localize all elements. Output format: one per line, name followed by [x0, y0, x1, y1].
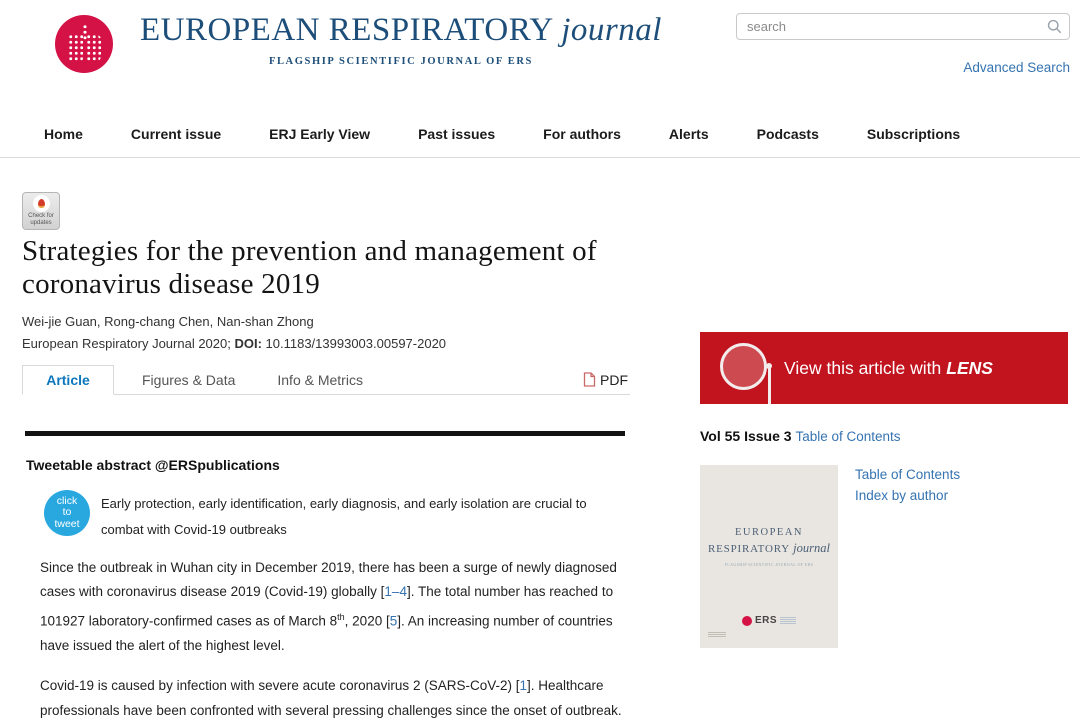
lens-text-accent: LENS	[946, 357, 993, 378]
view-with-lens-banner[interactable]	[700, 332, 1068, 404]
search-input[interactable]	[736, 13, 1070, 40]
cover-tagline: FLAGSHIP SCIENTIFIC JOURNAL OF ERS	[724, 562, 814, 567]
nav-item-past-issues[interactable]: Past issues	[418, 125, 496, 142]
article-tabs	[22, 365, 630, 395]
site-header	[0, 0, 1080, 110]
lens-monocle-icon	[720, 343, 767, 390]
journal-cover-thumbnail[interactable]	[700, 465, 838, 648]
pdf-file-icon	[583, 372, 596, 387]
check-updates-line2: updates	[30, 219, 52, 226]
check-updates-line1: Check for	[28, 213, 54, 219]
tweet-btn-line2: to	[62, 506, 72, 519]
p2-text-1: Covid-19 is caused by infection with severe acute coronavirus 2 (SARS-CoV-2) [	[40, 678, 520, 694]
issue-cover-row	[700, 465, 1068, 648]
p1-text-1: Since the outbreak in Wuhan city in December 2019, there has been a surge of newly diagnosed cases with coronavirus disease 2019 (Covid-19) globally [	[40, 560, 617, 600]
main-nav	[0, 110, 1080, 158]
journal-title	[140, 12, 662, 49]
article-title: Strategies for the prevention and management of coronavirus disease 2019	[22, 235, 597, 300]
p1-text-3: , 2020 [	[344, 613, 390, 629]
nav-item-erj-early-view[interactable]: ERJ Early View	[269, 125, 371, 142]
doi-label: DOI:	[234, 336, 262, 351]
click-to-tweet-button[interactable]	[44, 490, 90, 536]
nav-item-alerts[interactable]: Alerts	[668, 125, 709, 142]
cover-title-line2	[700, 541, 838, 556]
paragraph-2	[40, 674, 625, 723]
reference-link-5[interactable]: 5	[389, 613, 398, 629]
journal-masthead	[140, 12, 662, 67]
tweet-btn-line3: tweet	[54, 517, 80, 530]
cover-corner-text	[708, 632, 726, 638]
nav-item-subscriptions[interactable]: Subscriptions	[866, 125, 961, 142]
cover-masthead	[700, 527, 838, 567]
cover-ers-label: ERS	[754, 615, 778, 626]
article-citation	[22, 336, 630, 351]
cover-ers-dot-icon	[742, 616, 752, 626]
ers-lungs-logo-icon[interactable]	[55, 15, 113, 73]
sidebar-link-index-by-author[interactable]: Index by author	[855, 488, 949, 503]
nav-item-for-authors[interactable]: For authors	[543, 125, 621, 142]
check-updates-text	[28, 213, 54, 226]
p1-text-2: ]. The total number has reached to 101927 laboratory-confirmed cases as of March 8	[40, 584, 614, 629]
cover-title-line2-italic: journal	[793, 541, 830, 555]
issue-toc-link[interactable]: Table of Contents	[795, 429, 901, 444]
nav-item-home[interactable]: Home	[44, 125, 83, 142]
main-content	[0, 158, 1080, 723]
p1-superscript-th: th	[337, 611, 345, 622]
paragraph-1	[40, 556, 625, 658]
tweetable-abstract-row	[44, 490, 630, 543]
nav-item-current-issue[interactable]: Current issue	[130, 125, 222, 142]
logo-right-lung-dots	[86, 34, 101, 62]
cover-title-line1: EUROPEAN	[734, 527, 803, 538]
cover-title-line2-serif: RESPIRATORY	[708, 543, 790, 555]
sidebar	[700, 158, 1068, 723]
lens-text-main: View this article with	[784, 357, 942, 378]
nav-item-podcasts[interactable]: Podcasts	[756, 125, 819, 142]
journal-title-main: EUROPEAN RESPIRATORY	[140, 12, 553, 48]
section-divider-rule	[25, 431, 625, 436]
reference-link-1[interactable]: 1	[519, 678, 527, 694]
crossmark-icon	[33, 195, 50, 212]
journal-title-accent: journal	[561, 12, 662, 48]
journal-tagline: FLAGSHIP SCIENTIFIC JOURNAL OF ERS	[268, 56, 533, 67]
search-icon[interactable]	[1046, 18, 1063, 35]
issue-info-line	[700, 428, 1068, 444]
tab-article[interactable]: Article	[22, 365, 114, 395]
tweetable-abstract-heading: Tweetable abstract @ERSpublications	[26, 457, 280, 473]
issue-links	[855, 465, 960, 648]
lens-monocle-stem	[768, 366, 771, 404]
article-column	[22, 158, 630, 723]
logo-left-lung-dots	[68, 34, 83, 62]
tweet-btn-line1: click	[56, 494, 78, 507]
tab-figures-data[interactable]: Figures & Data	[142, 371, 236, 388]
pdf-link[interactable]	[583, 365, 628, 394]
doi-value: 10.1183/13993003.00597-2020	[261, 336, 447, 351]
check-for-updates-badge[interactable]	[22, 192, 60, 230]
pdf-label: PDF	[600, 371, 628, 388]
cover-ers-logo	[700, 615, 838, 626]
reference-link-1-4[interactable]: 1–4	[384, 584, 407, 600]
search-area	[736, 13, 1070, 40]
lens-banner-text	[784, 332, 993, 404]
volume-issue-label: Vol 55 Issue 3	[700, 428, 792, 444]
citation-journal-year: European Respiratory Journal 2020;	[22, 336, 235, 351]
cover-ers-side-text	[780, 617, 796, 625]
p2-text-2: ]. Healthcare professionals have been confronted with several pressing challenges since the onset of outbreak.	[40, 678, 622, 718]
sidebar-link-table-of-contents[interactable]: Table of Contents	[855, 467, 961, 482]
article-authors: Wei-jie Guan, Rong-chang Chen, Nan-shan Zhong	[22, 314, 314, 329]
p1-text-4: ]. An increasing number of countries have issued the alert of the highest level.	[40, 613, 613, 653]
advanced-search-link[interactable]: Advanced Search	[963, 60, 1070, 75]
tab-info-metrics[interactable]: Info & Metrics	[277, 371, 363, 388]
crossmark-flame-icon	[38, 199, 45, 208]
tweetable-abstract-text: Early protection, early identification, early diagnosis, and early isolation are crucial to combat with Covid-19 outbreaks	[101, 496, 587, 537]
